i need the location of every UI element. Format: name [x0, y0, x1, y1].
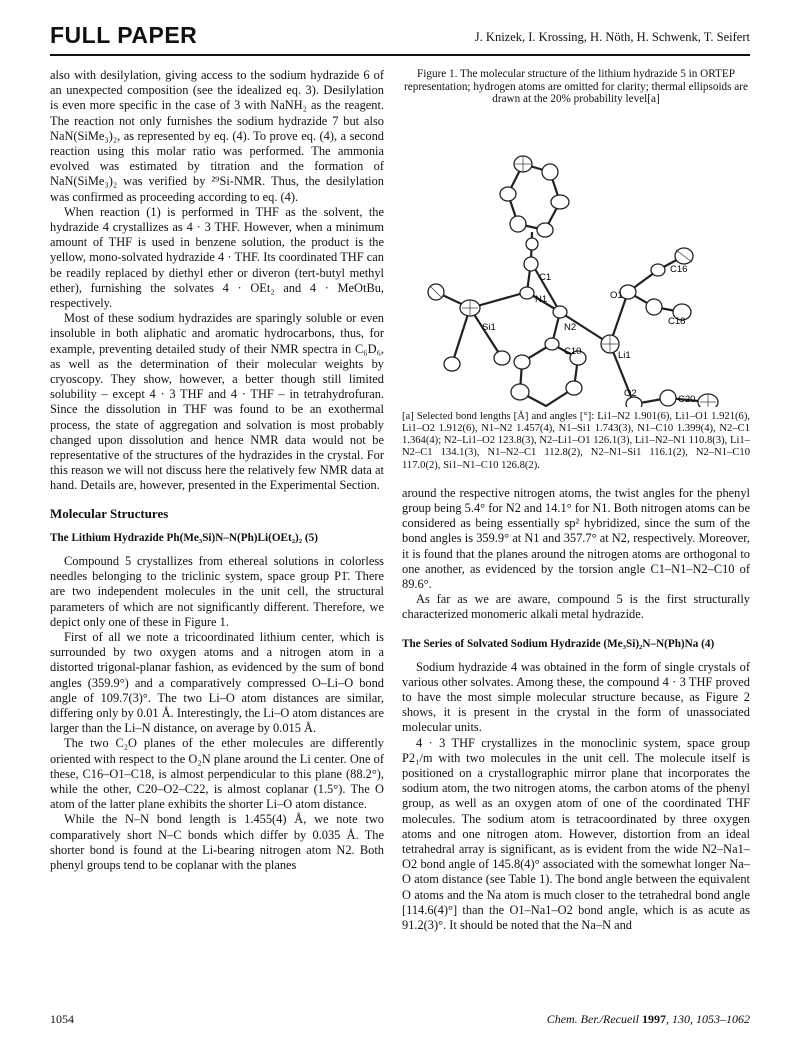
atom-label-o2: O2 [624, 387, 637, 399]
atom-label-c1: C1 [539, 271, 552, 283]
atom-label-c18: C18 [668, 315, 686, 327]
journal-volume-pages: , 130, 1053–1062 [666, 1012, 750, 1026]
running-head-authors: J. Knizek, I. Krossing, H. Nöth, H. Schwenk, T. Seifert [474, 30, 750, 44]
paragraph: The two C₂O planes of the ether molecules are differently oriented with respect to the O₂N plane around the Li center. One of these, C16–O1–C18, is almost perpendicular to this plane (88.2°), while the other, C20–O2–C22, is almost coplanar (1.5°). The O atom of the latter plane exhibits the shorter Li–O atom distance. [50, 736, 384, 812]
atom-label-n2: N2 [564, 321, 577, 333]
paragraph: First of all we note a tricoordinated lithium center, which is surrounded by two oxygen atoms and a nitrogen atom in a distorted trigonal-planar fashion, as evidenced by the sum of bond angles (359.9°) and a comparatively compressed O–Li–O bond angle of 109.7(3)°. The two Li–O atom distances are similar, differing only by 0.01 Å. Interestingly, the Li–O atom distances are larger than the Li–N distance, on average by 0.015 Å. [50, 629, 384, 736]
journal-name: Chem. Ber./Recueil [546, 1012, 639, 1026]
figure-caption: Figure 1. The molecular structure of the lithium hydrazide 5 in ORTEP representation; hydrogen atoms are omitted for clarity; thermal ellipsoids are drawn at the 20% probability level[a] [404, 68, 748, 106]
atom-label-si1: Si1 [482, 321, 496, 333]
paragraph: 4 · 3 THF crystallizes in the monoclinic system, space group P2₁/m with two molecules in the unit cell. The molecule itself is positioned on a crystallographic mirror plane that incorporates the sodium atom, the two nitrogen atoms, the carbon atoms of the phenyl group, as well as an oxygen atom of one of the coordinated THF molecules. The sodium atom is tetracoordinated by three oxygen atoms and one nitrogen atom. However, distortion from an ideal tetrahedral array is significant, as is evident from the wide N2–Na1–O2 bond angle of 145.8(4)° associated with the somewhat longer Na–O atom distance (see Table 1). The bond angle between the equivalent O atoms and the Na atom is much closer to the tetrahedral bond angle [114.6(4)°] than the O1–Na1–O2 bond angle, which is as acute as 91.2(3)°. It should be noted that the Na–N and [402, 735, 750, 933]
page-header [50, 22, 750, 56]
atom-label-c10: C10 [564, 345, 582, 357]
paragraph: Sodium hydrazide 4 was obtained in the form of single crystals of various other solvates. Among these, the compound 4 · 3 THF proved to have the most simple molecular structure because, as Figure 2 shows, it is present in the crystal in the form of unassociated molecular units. [402, 659, 750, 735]
ortep-figure [402, 112, 750, 407]
ortep-structure-drawing [402, 112, 750, 407]
figure-footnote: [a] Selected bond lengths [Å] and angles [°]: Li1–N2 1.901(6), Li1–O1 1.921(6), Li1–O2 1.912(6), N1–N2 1.457(4), N1–Si1 1.743(3), N1–C10 1.399(4), N2–C1 1.364(4); N2–Li1–O2 123.8(3), N2–Li1–O1 126.1(3), Li1–N2–N1 110.8(3), Li1–N2–C1 134.1(3), N1–N2–C1 112.8(2), N2–N1–Si1 116.1(2), N2–N1–C10 117.0(2), Si1–N1–C10 126.8(2). [402, 410, 750, 471]
paragraph: Most of these sodium hydrazides are sparingly soluble or even insoluble in both aliphatic and aromatic hydrocarbons, thus, for example, preventing detailed study of their NMR spectra in C₆D₆, as well as the determination of their molecular weights by cryoscopy. They show, however, a better though still limited solubility – except 4 · 3 THF and 4 · THF – in tetrahydrofuran. Since the dissolution in THF was found to be an exothermal process, the state of aggregation and solvation is most probably changed upon dissolution and hence NMR data would not be representative of the structures of the hydrazides in the crystal. For this reason we will not discuss here the relatively few NMR data at hand. Details are, however, presented in the Experimental Section. [50, 311, 384, 493]
section-heading: Molecular Structures [50, 505, 169, 521]
paragraph: While the N–N bond length is 1.455(4) Å, we note two comparatively short N–C bonds which differ by 0.035 Å. The shorter bond is found at the Li-bearing nitrogen atom N2. Both phenyl groups tend to be coplanar with the planes [50, 812, 384, 872]
paragraph: When reaction (1) is performed in THF as the solvent, the hydrazide 4 crystallizes as 4 · 3 THF. However, when a minimum amount of THF is used in benzene solution, the product is the yellow, mono-solvated hydrazide 4 · THF. Its coordinated THF can be readily replaced by diethyl ether or diveron (tert-butyl methyl ether), furnishing the solvates 4 · OEt₂ and 4 · MeOtBu, respectively. [50, 204, 384, 311]
atom-label-o1: O1 [610, 289, 623, 301]
atom-label-c16: C16 [670, 263, 688, 275]
left-column [50, 68, 384, 873]
subsection-heading: The Series of Solvated Sodium Hydrazide (Me₃Si)₂N–N(Ph)Na (4) [402, 637, 715, 650]
section-type-label: FULL PAPER [50, 22, 198, 48]
paragraph: also with desilylation, giving access to the sodium hydrazide 6 of an unexpected composition (see the idealized eq. 3). Desilylation is even more specific in the case of 3 with NaNH₂ as the reagent. The reaction not only furnishes the sodium hydrazide 7 but also NaN(SiMe₃)₂, as represented by eq. (4). To prove eq. (4), a second reaction using this molar ratio was performed. The ammonia evolved was estimated by titration and the formation of NaN(SiMe₃)₂ was verified by ²⁹Si-NMR. Thus, the desilylation was confirmed as proceeding according to eq. (4). [50, 68, 384, 204]
journal-citation [547, 1012, 750, 1027]
atom-label-c20: C20 [678, 393, 696, 405]
paragraph: around the respective nitrogen atoms, the twist angles for the phenyl group being 5.4° for N2 and 14.1° for N1. Both nitrogen atoms can be considered as being essentially sp² hybridized, since the sum of the bond angles is 359.9° at N1 and 357.7° at N2, respectively. Moreover, it is found that the planes around the nitrogen atoms are orthogonal to one another, as evidenced by the torsion angle C1–N1–N2–C10 of 89.6°. [402, 485, 750, 592]
atom-label-n1: N1 [535, 293, 548, 305]
page-number: 1054 [50, 1012, 74, 1026]
subsection-heading: The Lithium Hydrazide Ph(Me₃Si)N–N(Ph)Li(OEt₂)₂ (5) [50, 531, 318, 544]
paragraph: As far as we are aware, compound 5 is the first structurally characterized monomeric alkali metal hydrazide. [402, 592, 750, 622]
right-column [402, 68, 750, 933]
atom-label-li1: Li1 [618, 349, 631, 361]
journal-year: 1997 [642, 1012, 666, 1026]
paragraph: Compound 5 crystallizes from ethereal solutions in colorless needles belonging to the triclinic system, space group P1̄. There are two independent molecules in the unit cell, the structural parameters of which are not significantly different. Therefore, we depict only one of these in Figure 1. [50, 553, 384, 629]
